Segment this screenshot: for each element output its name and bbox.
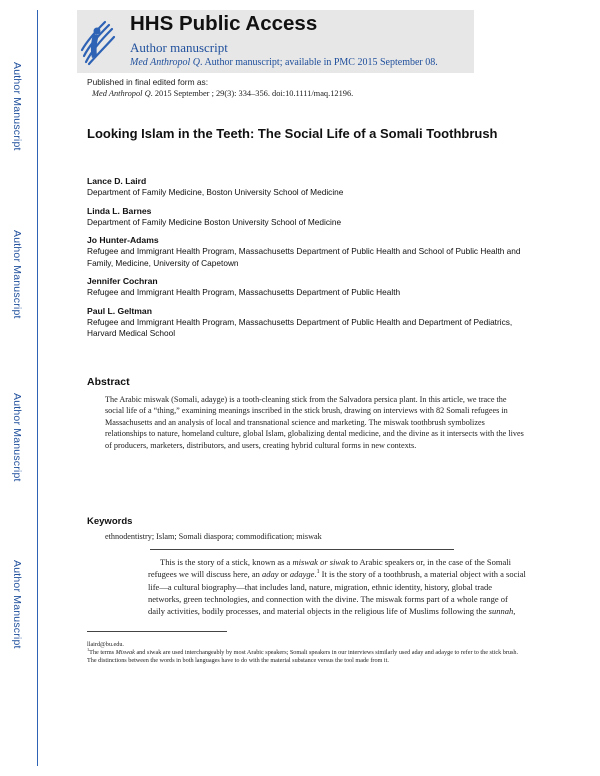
- hhs-eagle-logo-icon: [77, 12, 119, 72]
- body-paragraph: [148, 556, 526, 617]
- sidebar-author-manuscript-label: Author Manuscript: [11, 62, 23, 151]
- published-label: Published in final edited form as:: [87, 77, 209, 87]
- banner-citation: [130, 57, 438, 68]
- author-name: Lance D. Laird: [87, 176, 147, 186]
- author-name: Jennifer Cochran: [87, 276, 158, 286]
- publication-citation: [87, 88, 353, 99]
- author-entry: [87, 275, 527, 299]
- footnote-marker[interactable]: 1: [316, 569, 320, 576]
- publication-details: . 2015 September ; 29(3): 334–356. doi:10.1111/maq.12196.: [150, 89, 354, 98]
- keywords-heading: Keywords: [87, 516, 133, 527]
- banner-journal: Med Anthropol Q: [130, 57, 200, 68]
- banner-citation-rest: . Author manuscript; available in PMC 2015 September 08.: [200, 57, 438, 68]
- body-term: sunnah: [488, 606, 514, 617]
- footnote-number: 1: [87, 646, 90, 652]
- author-entry: [87, 305, 527, 340]
- body-term: aday: [262, 569, 279, 580]
- author-entry: [87, 205, 527, 229]
- author-affiliation: Department of Family Medicine, Boston University School of Medicine: [87, 187, 344, 197]
- author-affiliation: Department of Family Medicine Boston University School of Medicine: [87, 216, 342, 227]
- body-term: miswak or siwak: [292, 557, 350, 567]
- banner-title: HHS Public Access: [130, 12, 318, 35]
- author-affiliation: Refugee and Immigrant Health Program, Massachusetts Department of Public Health: [87, 287, 401, 297]
- author-affiliation: Refugee and Immigrant Health Program, Massachusetts Department of Public Health and School of Public Health and Family, Medicine, University of Capetown: [87, 246, 521, 268]
- footnote-text-run: The terms: [89, 649, 116, 656]
- footnote-term: Miswak: [115, 649, 135, 656]
- author-name: Linda L. Barnes: [87, 205, 152, 216]
- author-entry: [87, 175, 527, 199]
- footnotes: [87, 641, 527, 665]
- footnote-1: [87, 646, 527, 665]
- author-name: Jo Hunter-Adams: [87, 235, 159, 245]
- sidebar-divider: [37, 10, 38, 766]
- body-term: adayge: [289, 569, 315, 580]
- abstract-heading: Abstract: [87, 376, 130, 388]
- abstract-text: The Arabic miswak (Somali, adayge) is a tooth-cleaning stick from the Salvadora persica plant. In this article, we trace the social life of a “thing,” examining meanings inscribed in the stick brush, drawing on interviews with 82 Somali refugees in Massachusetts and an analysis of local and transnational science and marketing. The miswak toothbrush symbolizes relationships to nature, homeland culture, global Islam, globalizing dental medicine, and the divine as it intersects with the lives of producers, marketers, distributors, and users, creating hybrid cultural forms in new contexts.: [105, 395, 524, 450]
- keywords-text: ethnodentistry; Islam; Somali diaspora; commodification; miswak: [105, 532, 322, 541]
- author-affiliation: Refugee and Immigrant Health Program, Massachusetts Department of Public Health and Department of Pediatrics, Harvard Medical School: [87, 316, 513, 338]
- author-name: Paul L. Geltman: [87, 305, 152, 316]
- body-text-run: .: [314, 569, 317, 580]
- body-text-run: It is the story of a toothbrush, a material object with a social life—a cultural biography—that includes land, nature, migration, ethnic identity, history, global trade networks, green technologies, and connection with the divine. The miswak forms part of a whole range of daily activities, bodily processes, and material objects in the religious life of Muslims following the: [148, 569, 526, 617]
- sidebar-author-manuscript-label: Author Manuscript: [11, 230, 23, 319]
- sidebar-author-manuscript-label: Author Manuscript: [11, 560, 23, 649]
- sidebar-author-manuscript-label: Author Manuscript: [11, 393, 23, 482]
- body-text-run: This is the story of a stick, known as a: [160, 557, 293, 567]
- article-title: Looking Islam in the Teeth: The Social Life of a Somali Toothbrush: [87, 126, 498, 141]
- body-text-run: or: [278, 569, 290, 580]
- author-entry: [87, 234, 527, 269]
- footnote-text-run: and siwak are used interchangeably by most Arabic speakers; Somali speakers in our interviews similarly used aday and adayge to refer to the stick brush. The distinctions between the words in both languages have to do with the material substance versus the tool made from it.: [87, 649, 519, 664]
- footnote-divider: [87, 631, 227, 632]
- author-list: [87, 175, 527, 346]
- hhs-banner: [77, 10, 474, 73]
- section-divider: [150, 549, 454, 550]
- body-text-run: ,: [513, 606, 516, 617]
- body-text-run: to Arabic speakers or, in the case of the Somali refugees we will discuss here, an: [148, 557, 511, 580]
- publication-journal: Med Anthropol Q: [92, 89, 151, 98]
- author-email[interactable]: llaird@bu.edu.: [87, 641, 124, 648]
- banner-subtitle: Author manuscript: [130, 40, 228, 55]
- publication-info: [87, 77, 353, 99]
